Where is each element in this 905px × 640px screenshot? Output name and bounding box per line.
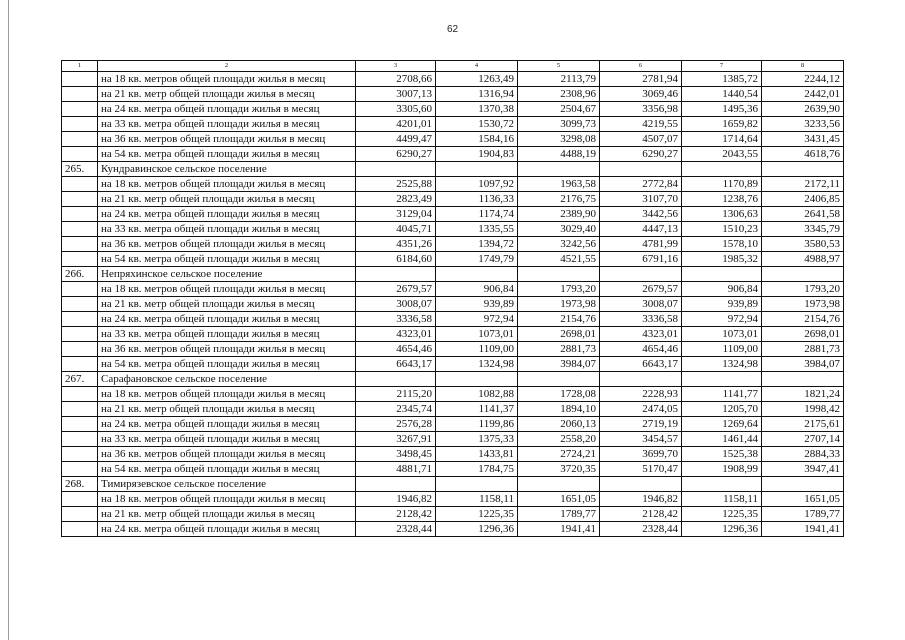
table-row — [62, 132, 844, 147]
value-cell: 2172,11 — [762, 177, 844, 192]
row-label: на 21 кв. метр общей площади жилья в месяц — [98, 402, 356, 417]
value-cell: 6643,17 — [600, 357, 682, 372]
value-cell: 2698,01 — [518, 327, 600, 342]
value-cell: 2525,88 — [356, 177, 436, 192]
index-cell — [62, 72, 98, 87]
index-cell — [62, 192, 98, 207]
table-row — [62, 72, 844, 87]
value-cell: 2308,96 — [518, 87, 600, 102]
page-left-edge — [8, 0, 9, 640]
table-row — [62, 357, 844, 372]
value-cell: 1141,37 — [436, 402, 518, 417]
empty-cell — [600, 477, 682, 492]
column-number: 8 — [762, 61, 844, 72]
table-row — [62, 327, 844, 342]
index-cell — [62, 342, 98, 357]
value-cell: 4618,76 — [762, 147, 844, 162]
empty-cell — [356, 267, 436, 282]
value-cell: 6643,17 — [356, 357, 436, 372]
row-label: на 54 кв. метра общей площади жилья в месяц — [98, 252, 356, 267]
index-cell — [62, 117, 98, 132]
index-cell — [62, 447, 98, 462]
row-label: на 36 кв. метров общей площади жилья в месяц — [98, 447, 356, 462]
value-cell: 1225,35 — [436, 507, 518, 522]
empty-cell — [762, 267, 844, 282]
section-index: 267. — [62, 372, 98, 387]
table-row — [62, 207, 844, 222]
value-cell: 2115,20 — [356, 387, 436, 402]
value-cell: 6290,27 — [600, 147, 682, 162]
empty-cell — [518, 267, 600, 282]
value-cell: 1584,16 — [436, 132, 518, 147]
value-cell: 2176,75 — [518, 192, 600, 207]
table-row — [62, 297, 844, 312]
value-cell: 3129,04 — [356, 207, 436, 222]
tariff-table — [61, 60, 844, 537]
value-cell: 3029,40 — [518, 222, 600, 237]
empty-cell — [600, 267, 682, 282]
value-cell: 2881,73 — [518, 342, 600, 357]
value-cell: 4654,46 — [356, 342, 436, 357]
value-cell: 1109,00 — [436, 342, 518, 357]
value-cell: 1199,86 — [436, 417, 518, 432]
value-cell: 1998,42 — [762, 402, 844, 417]
value-cell: 2719,19 — [600, 417, 682, 432]
value-cell: 1821,24 — [762, 387, 844, 402]
value-cell: 2113,79 — [518, 72, 600, 87]
value-cell: 3008,07 — [600, 297, 682, 312]
value-cell: 1651,05 — [518, 492, 600, 507]
value-cell: 2558,20 — [518, 432, 600, 447]
value-cell: 3336,58 — [356, 312, 436, 327]
value-cell: 3305,60 — [356, 102, 436, 117]
table-row — [62, 147, 844, 162]
value-cell: 2406,85 — [762, 192, 844, 207]
column-number: 4 — [436, 61, 518, 72]
value-cell: 2641,58 — [762, 207, 844, 222]
value-cell: 1205,70 — [682, 402, 762, 417]
value-cell: 1394,72 — [436, 237, 518, 252]
value-cell: 1324,98 — [436, 357, 518, 372]
value-cell: 906,84 — [682, 282, 762, 297]
value-cell: 2244,12 — [762, 72, 844, 87]
value-cell: 1269,64 — [682, 417, 762, 432]
empty-cell — [682, 267, 762, 282]
value-cell: 2781,94 — [600, 72, 682, 87]
value-cell: 1433,81 — [436, 447, 518, 462]
value-cell: 1158,11 — [682, 492, 762, 507]
table-row — [62, 222, 844, 237]
value-cell: 1296,36 — [436, 522, 518, 537]
empty-cell — [762, 477, 844, 492]
value-cell: 1789,77 — [762, 507, 844, 522]
column-number: 1 — [62, 61, 98, 72]
column-number: 2 — [98, 61, 356, 72]
row-label: на 33 кв. метра общей площади жилья в месяц — [98, 432, 356, 447]
value-cell: 1525,38 — [682, 447, 762, 462]
index-cell — [62, 222, 98, 237]
page-number: 62 — [446, 24, 459, 35]
value-cell: 1082,88 — [436, 387, 518, 402]
value-cell: 2154,76 — [762, 312, 844, 327]
empty-cell — [600, 162, 682, 177]
table-row — [62, 417, 844, 432]
value-cell: 3267,91 — [356, 432, 436, 447]
empty-cell — [762, 162, 844, 177]
value-cell: 1170,89 — [682, 177, 762, 192]
value-cell: 1316,94 — [436, 87, 518, 102]
empty-cell — [682, 372, 762, 387]
row-label: на 18 кв. метров общей площади жилья в месяц — [98, 492, 356, 507]
index-cell — [62, 147, 98, 162]
value-cell: 4351,26 — [356, 237, 436, 252]
value-cell: 972,94 — [682, 312, 762, 327]
column-number-row — [62, 61, 844, 72]
value-cell: 1894,10 — [518, 402, 600, 417]
value-cell: 2772,84 — [600, 177, 682, 192]
value-cell: 2060,13 — [518, 417, 600, 432]
value-cell: 2823,49 — [356, 192, 436, 207]
empty-cell — [356, 477, 436, 492]
value-cell: 1793,20 — [762, 282, 844, 297]
value-cell: 939,89 — [682, 297, 762, 312]
index-cell — [62, 312, 98, 327]
empty-cell — [356, 372, 436, 387]
row-label: на 18 кв. метров общей площади жилья в месяц — [98, 177, 356, 192]
value-cell: 3099,73 — [518, 117, 600, 132]
index-cell — [62, 297, 98, 312]
table-row — [62, 282, 844, 297]
row-label: на 54 кв. метра общей площади жилья в месяц — [98, 462, 356, 477]
index-cell — [62, 237, 98, 252]
value-cell: 3431,45 — [762, 132, 844, 147]
column-number: 5 — [518, 61, 600, 72]
value-cell: 1793,20 — [518, 282, 600, 297]
row-label: на 21 кв. метр общей площади жилья в месяц — [98, 507, 356, 522]
value-cell: 2881,73 — [762, 342, 844, 357]
empty-cell — [436, 372, 518, 387]
value-cell: 4323,01 — [600, 327, 682, 342]
row-label: на 24 кв. метра общей площади жилья в месяц — [98, 417, 356, 432]
index-cell — [62, 417, 98, 432]
row-label: на 21 кв. метр общей площади жилья в месяц — [98, 297, 356, 312]
empty-cell — [518, 372, 600, 387]
index-cell — [62, 102, 98, 117]
value-cell: 2228,93 — [600, 387, 682, 402]
index-cell — [62, 177, 98, 192]
value-cell: 4881,71 — [356, 462, 436, 477]
value-cell: 939,89 — [436, 297, 518, 312]
row-label: на 24 кв. метра общей площади жилья в месяц — [98, 207, 356, 222]
value-cell: 1530,72 — [436, 117, 518, 132]
index-cell — [62, 402, 98, 417]
row-label: на 36 кв. метров общей площади жилья в месяц — [98, 132, 356, 147]
value-cell: 2128,42 — [600, 507, 682, 522]
row-label: на 33 кв. метра общей площади жилья в месяц — [98, 327, 356, 342]
value-cell: 3242,56 — [518, 237, 600, 252]
index-cell — [62, 87, 98, 102]
row-label: на 33 кв. метра общей площади жилья в месяц — [98, 117, 356, 132]
value-cell: 4323,01 — [356, 327, 436, 342]
value-cell: 2698,01 — [762, 327, 844, 342]
index-cell — [62, 522, 98, 537]
index-cell — [62, 327, 98, 342]
index-cell — [62, 357, 98, 372]
value-cell: 3947,41 — [762, 462, 844, 477]
table-row — [62, 432, 844, 447]
column-number: 6 — [600, 61, 682, 72]
value-cell: 1141,77 — [682, 387, 762, 402]
index-cell — [62, 252, 98, 267]
value-cell: 1385,72 — [682, 72, 762, 87]
row-label: на 54 кв. метра общей площади жилья в месяц — [98, 357, 356, 372]
value-cell: 1238,76 — [682, 192, 762, 207]
row-label: на 36 кв. метров общей площади жилья в месяц — [98, 237, 356, 252]
value-cell: 2474,05 — [600, 402, 682, 417]
value-cell: 3699,70 — [600, 447, 682, 462]
section-index: 266. — [62, 267, 98, 282]
value-cell: 1461,44 — [682, 432, 762, 447]
value-cell: 1578,10 — [682, 237, 762, 252]
section-row — [62, 372, 844, 387]
value-cell: 1375,33 — [436, 432, 518, 447]
index-cell — [62, 492, 98, 507]
value-cell: 2679,57 — [600, 282, 682, 297]
value-cell: 3498,45 — [356, 447, 436, 462]
value-cell: 1510,23 — [682, 222, 762, 237]
value-cell: 1073,01 — [682, 327, 762, 342]
row-label: на 54 кв. метра общей площади жилья в месяц — [98, 147, 356, 162]
value-cell: 3345,79 — [762, 222, 844, 237]
value-cell: 2043,55 — [682, 147, 762, 162]
value-cell: 1941,41 — [518, 522, 600, 537]
value-cell: 3233,56 — [762, 117, 844, 132]
table-row — [62, 87, 844, 102]
value-cell: 2442,01 — [762, 87, 844, 102]
value-cell: 1941,41 — [762, 522, 844, 537]
empty-cell — [518, 477, 600, 492]
value-cell: 4219,55 — [600, 117, 682, 132]
value-cell: 1651,05 — [762, 492, 844, 507]
value-cell: 1904,83 — [436, 147, 518, 162]
empty-cell — [682, 477, 762, 492]
index-cell — [62, 387, 98, 402]
value-cell: 6791,16 — [600, 252, 682, 267]
value-cell: 4654,46 — [600, 342, 682, 357]
value-cell: 3008,07 — [356, 297, 436, 312]
value-cell: 906,84 — [436, 282, 518, 297]
row-label: на 21 кв. метр общей площади жилья в месяц — [98, 192, 356, 207]
value-cell: 1370,38 — [436, 102, 518, 117]
value-cell: 1714,64 — [682, 132, 762, 147]
table-row — [62, 522, 844, 537]
index-cell — [62, 282, 98, 297]
value-cell: 2154,76 — [518, 312, 600, 327]
value-cell: 1495,36 — [682, 102, 762, 117]
value-cell: 1306,63 — [682, 207, 762, 222]
value-cell: 3298,08 — [518, 132, 600, 147]
value-cell: 1263,49 — [436, 72, 518, 87]
value-cell: 2328,44 — [356, 522, 436, 537]
value-cell: 6184,60 — [356, 252, 436, 267]
value-cell: 2345,74 — [356, 402, 436, 417]
table-row — [62, 177, 844, 192]
section-row — [62, 267, 844, 282]
value-cell: 3336,58 — [600, 312, 682, 327]
value-cell: 1440,54 — [682, 87, 762, 102]
value-cell: 3580,53 — [762, 237, 844, 252]
table-row — [62, 252, 844, 267]
column-number: 3 — [356, 61, 436, 72]
table-row — [62, 507, 844, 522]
value-cell: 4499,47 — [356, 132, 436, 147]
row-label: на 24 кв. метра общей площади жилья в месяц — [98, 522, 356, 537]
value-cell: 2639,90 — [762, 102, 844, 117]
value-cell: 2504,67 — [518, 102, 600, 117]
empty-cell — [436, 267, 518, 282]
row-label: на 18 кв. метров общей площади жилья в месяц — [98, 282, 356, 297]
value-cell: 2724,21 — [518, 447, 600, 462]
index-cell — [62, 462, 98, 477]
value-cell: 1097,92 — [436, 177, 518, 192]
table-row — [62, 192, 844, 207]
value-cell: 1728,08 — [518, 387, 600, 402]
empty-cell — [518, 162, 600, 177]
value-cell: 1946,82 — [356, 492, 436, 507]
value-cell: 1985,32 — [682, 252, 762, 267]
value-cell: 3107,70 — [600, 192, 682, 207]
value-cell: 4521,55 — [518, 252, 600, 267]
table-row — [62, 387, 844, 402]
value-cell: 2707,14 — [762, 432, 844, 447]
index-cell — [62, 432, 98, 447]
value-cell: 1749,79 — [436, 252, 518, 267]
value-cell: 1946,82 — [600, 492, 682, 507]
value-cell: 3720,35 — [518, 462, 600, 477]
value-cell: 3984,07 — [762, 357, 844, 372]
value-cell: 3069,46 — [600, 87, 682, 102]
value-cell: 4201,01 — [356, 117, 436, 132]
value-cell: 3454,57 — [600, 432, 682, 447]
section-name: Тимирязевское сельское поселение — [98, 477, 356, 492]
row-label: на 18 кв. метров общей площади жилья в месяц — [98, 387, 356, 402]
value-cell: 1784,75 — [436, 462, 518, 477]
section-name: Кундравинское сельское поселение — [98, 162, 356, 177]
value-cell: 1109,00 — [682, 342, 762, 357]
row-label: на 24 кв. метра общей площади жилья в месяц — [98, 312, 356, 327]
section-row — [62, 477, 844, 492]
value-cell: 1659,82 — [682, 117, 762, 132]
value-cell: 1973,98 — [762, 297, 844, 312]
value-cell: 1296,36 — [682, 522, 762, 537]
section-row — [62, 162, 844, 177]
value-cell: 2128,42 — [356, 507, 436, 522]
value-cell: 6290,27 — [356, 147, 436, 162]
value-cell: 4045,71 — [356, 222, 436, 237]
value-cell: 4447,13 — [600, 222, 682, 237]
row-label: на 24 кв. метра общей площади жилья в месяц — [98, 102, 356, 117]
value-cell: 1335,55 — [436, 222, 518, 237]
value-cell: 2328,44 — [600, 522, 682, 537]
value-cell: 1789,77 — [518, 507, 600, 522]
section-index: 265. — [62, 162, 98, 177]
row-label: на 33 кв. метра общей площади жилья в месяц — [98, 222, 356, 237]
table-row — [62, 237, 844, 252]
value-cell: 1225,35 — [682, 507, 762, 522]
value-cell: 2708,66 — [356, 72, 436, 87]
value-cell: 972,94 — [436, 312, 518, 327]
value-cell: 3442,56 — [600, 207, 682, 222]
value-cell: 3007,13 — [356, 87, 436, 102]
empty-cell — [436, 477, 518, 492]
table-row — [62, 102, 844, 117]
index-cell — [62, 207, 98, 222]
value-cell: 2576,28 — [356, 417, 436, 432]
empty-cell — [356, 162, 436, 177]
value-cell: 2175,61 — [762, 417, 844, 432]
table-row — [62, 312, 844, 327]
value-cell: 1973,98 — [518, 297, 600, 312]
value-cell: 1136,33 — [436, 192, 518, 207]
table-row — [62, 447, 844, 462]
value-cell: 3984,07 — [518, 357, 600, 372]
row-label: на 18 кв. метров общей площади жилья в месяц — [98, 72, 356, 87]
value-cell: 1073,01 — [436, 327, 518, 342]
section-name: Сарафановское сельское поселение — [98, 372, 356, 387]
row-label: на 21 кв. метр общей площади жилья в месяц — [98, 87, 356, 102]
value-cell: 1963,58 — [518, 177, 600, 192]
empty-cell — [600, 372, 682, 387]
value-cell: 5170,47 — [600, 462, 682, 477]
section-index: 268. — [62, 477, 98, 492]
row-label: на 36 кв. метров общей площади жилья в месяц — [98, 342, 356, 357]
empty-cell — [762, 372, 844, 387]
empty-cell — [682, 162, 762, 177]
value-cell: 2884,33 — [762, 447, 844, 462]
value-cell: 4488,19 — [518, 147, 600, 162]
index-cell — [62, 132, 98, 147]
value-cell: 2679,57 — [356, 282, 436, 297]
table-body — [62, 61, 844, 537]
empty-cell — [436, 162, 518, 177]
value-cell: 1324,98 — [682, 357, 762, 372]
index-cell — [62, 507, 98, 522]
table-row — [62, 402, 844, 417]
table-row — [62, 342, 844, 357]
table-row — [62, 492, 844, 507]
value-cell: 2389,90 — [518, 207, 600, 222]
value-cell: 4507,07 — [600, 132, 682, 147]
value-cell: 3356,98 — [600, 102, 682, 117]
value-cell: 1908,99 — [682, 462, 762, 477]
value-cell: 1158,11 — [436, 492, 518, 507]
section-name: Непряхинское сельское поселение — [98, 267, 356, 282]
value-cell: 4781,99 — [600, 237, 682, 252]
table-row — [62, 117, 844, 132]
table-row — [62, 462, 844, 477]
column-number: 7 — [682, 61, 762, 72]
value-cell: 1174,74 — [436, 207, 518, 222]
value-cell: 4988,97 — [762, 252, 844, 267]
